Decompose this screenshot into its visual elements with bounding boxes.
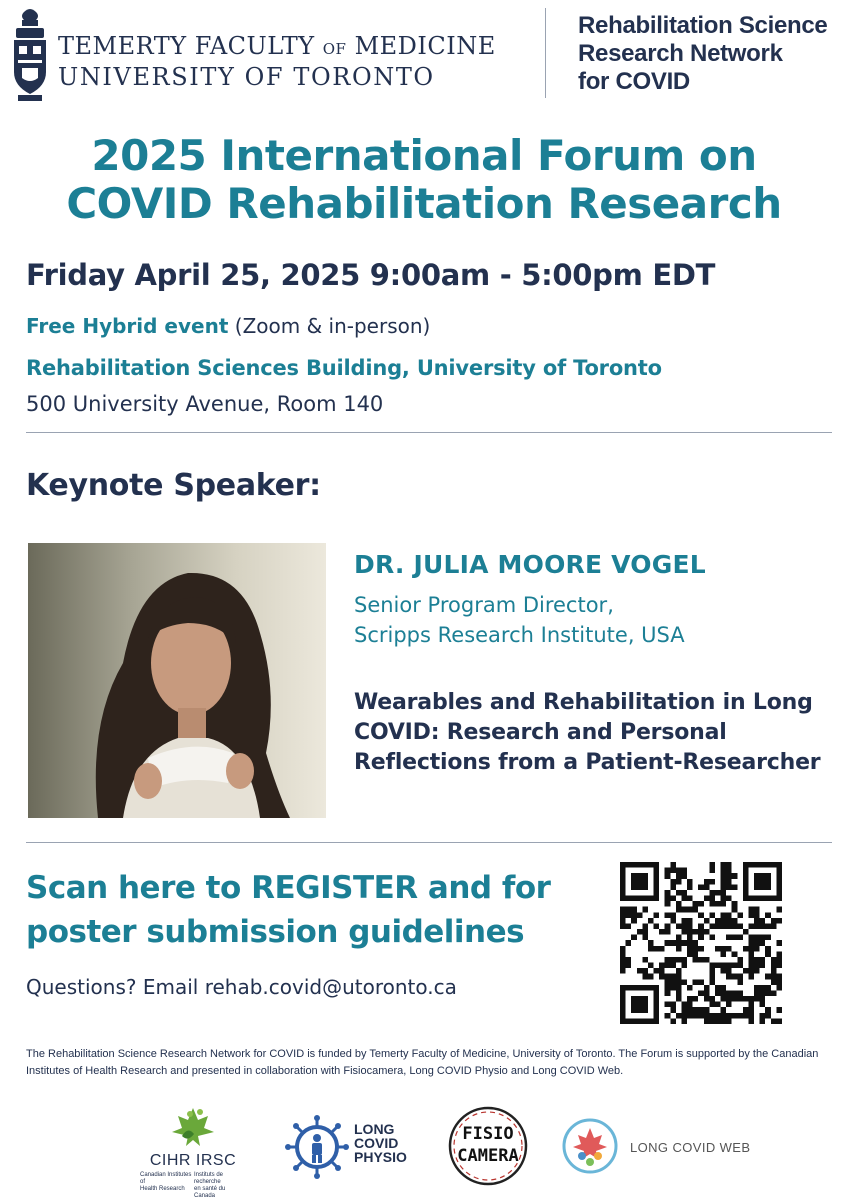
cihr-logo bbox=[138, 1106, 248, 1199]
cihr-name: CIHR IRSC bbox=[149, 1152, 237, 1169]
uoft-line1-of: OF bbox=[322, 40, 347, 58]
questions-prefix: Questions? Email bbox=[26, 975, 205, 999]
cihr-fr-line1: Instituts de recherche bbox=[194, 1172, 224, 1185]
speaker-role-line1: Senior Program Director, bbox=[354, 593, 614, 617]
cihr-en-line2: Health Research bbox=[140, 1186, 185, 1192]
lcp-line3: PHYSIO bbox=[354, 1149, 407, 1165]
virus-person-icon bbox=[284, 1114, 350, 1180]
uoft-line1-b: MEDICINE bbox=[354, 32, 496, 60]
event-title-line2: COVID Rehabilitation Research bbox=[66, 179, 782, 228]
lcp-line1: LONG bbox=[354, 1121, 395, 1137]
speaker-role bbox=[354, 590, 685, 650]
network-line3: for COVID bbox=[578, 68, 690, 95]
maple-network-icon bbox=[560, 1116, 620, 1176]
speaker-photo bbox=[28, 543, 326, 818]
header bbox=[0, 0, 848, 110]
registration-qr-code[interactable] bbox=[620, 862, 782, 1024]
register-heading: Scan here to REGISTER and for poster submission guidelines bbox=[26, 870, 551, 950]
event-format-strong: Free Hybrid event bbox=[26, 314, 229, 338]
network-wordmark bbox=[578, 12, 827, 96]
talk-title: Wearables and Rehabilitation in Long COVID: Research and Personal Reflections from a Patient-Researcher bbox=[354, 690, 821, 775]
divider-1 bbox=[26, 432, 832, 433]
lcp-line2: COVID bbox=[354, 1135, 399, 1151]
uoft-crest-logo bbox=[10, 6, 50, 102]
event-title bbox=[0, 132, 848, 228]
speaker-role-line2: Scripps Research Institute, USA bbox=[354, 623, 685, 647]
header-divider bbox=[545, 8, 546, 98]
contact-email-link[interactable]: rehab.covid@utoronto.ca bbox=[204, 975, 457, 999]
event-format-rest: (Zoom & in-person) bbox=[228, 314, 431, 338]
lcp-wordmark bbox=[354, 1122, 407, 1164]
event-address: 500 University Avenue, Room 140 bbox=[26, 392, 384, 416]
event-building: Rehabilitation Sciences Building, University of Toronto bbox=[26, 356, 662, 380]
uoft-line2: UNIVERSITY OF TORONTO bbox=[58, 63, 435, 91]
speaker-name: DR. JULIA MOORE VOGEL bbox=[354, 550, 706, 579]
network-line2: Research Network bbox=[578, 40, 783, 67]
uoft-wordmark bbox=[58, 32, 496, 91]
cihr-en bbox=[140, 1172, 194, 1193]
uoft-line1-a: TEMERTY FACULTY bbox=[58, 32, 315, 60]
keynote-label: Keynote Speaker: bbox=[26, 468, 321, 503]
long-covid-physio-logo bbox=[284, 1112, 414, 1182]
funding-note: The Rehabilitation Science Research Network for COVID is funded by Temerty Faculty of Medicine, University of Toronto. The Forum is supported by the Canadian Institutes of Health Research and presented in collaboration with Fisiocamera, Long COVID Physio and Long COVID Web. bbox=[26, 1048, 819, 1077]
questions-line bbox=[26, 975, 457, 999]
long-covid-web-logo bbox=[560, 1116, 760, 1176]
cihr-leaf-icon bbox=[168, 1106, 218, 1152]
fisio-line1: FISIO bbox=[462, 1124, 514, 1144]
cihr-en-line1: Canadian Institutes of bbox=[140, 1172, 192, 1185]
event-date: Friday April 25, 2025 9:00am - 5:00pm EDT bbox=[26, 258, 716, 292]
event-format bbox=[26, 314, 430, 338]
lcw-wordmark: LONG COVID WEB bbox=[630, 1140, 751, 1155]
fisio-line2: CAMERA bbox=[457, 1146, 519, 1166]
fisiocamera-logo bbox=[446, 1104, 530, 1188]
cihr-fr-line2: en santé du Canada bbox=[194, 1186, 226, 1199]
event-title-line1: 2025 International Forum on bbox=[91, 131, 757, 180]
cihr-fr bbox=[194, 1172, 248, 1200]
divider-2 bbox=[26, 842, 832, 843]
network-line1: Rehabilitation Science bbox=[578, 12, 828, 39]
